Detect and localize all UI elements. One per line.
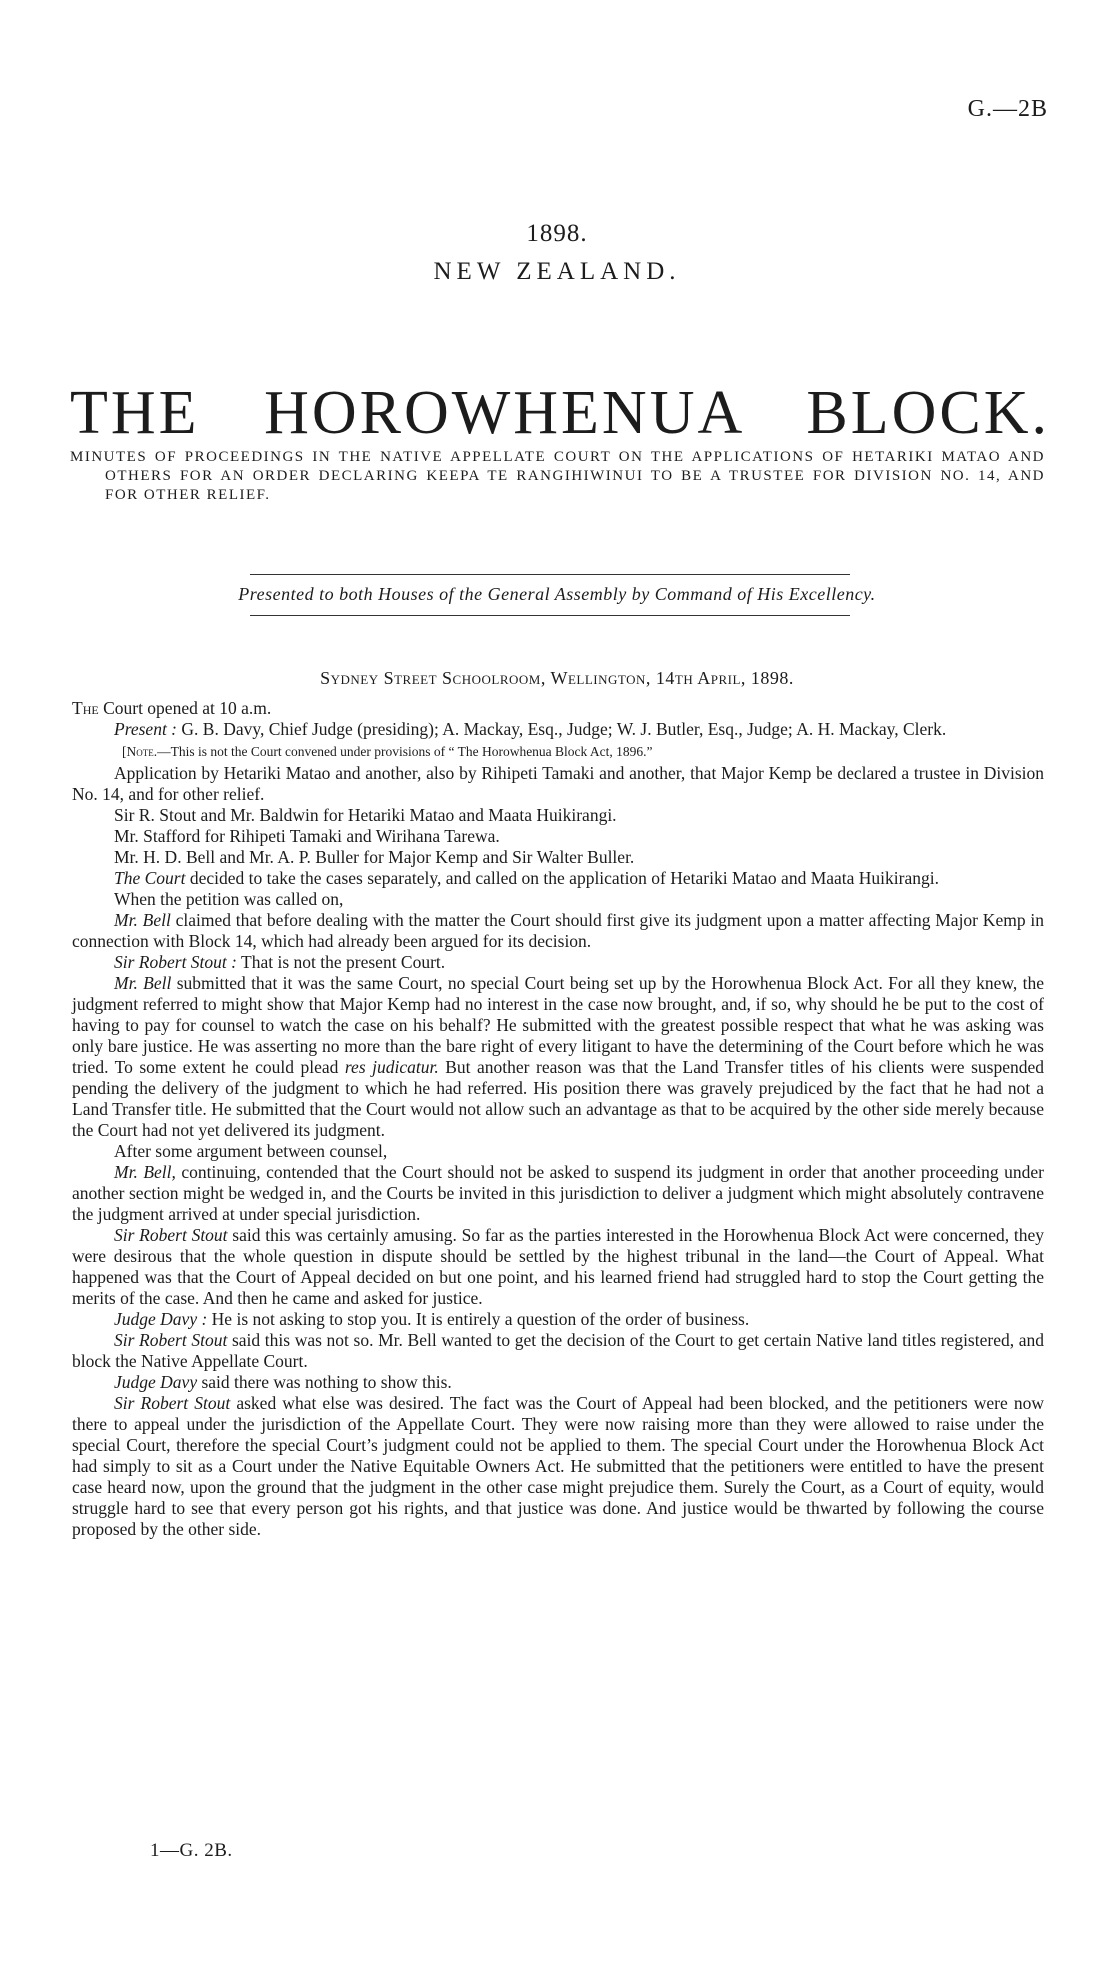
speaker: Sir Robert Stout — [114, 1393, 231, 1413]
paragraph — [72, 1162, 1044, 1225]
bottom-rule — [250, 615, 850, 616]
page-signature: 1—G. 2B. — [150, 1840, 233, 1861]
paragraph: Mr. H. D. Bell and Mr. A. P. Buller for Major Kemp and Sir Walter Buller. — [114, 847, 635, 867]
paragraph-text: said this was not so. Mr. Bell wanted to get the decision of the Court to get certain Native land titles registered, and block the Native Appellate Court. — [72, 1330, 1044, 1371]
paragraph — [72, 1393, 1044, 1540]
paragraph-text: But another reason was that the Land Transfer titles of his clients were suspended pending the delivery of the judgment to which he had referred. His position there was gravely prejudiced by the fact that he had not a Land Transfer title. He submitted that the Court would not allow such an advantage as that to be acquired by the other side merely because the Court had not yet delivered its judgment. — [72, 1057, 1044, 1140]
paragraph — [72, 1372, 1044, 1393]
speaker: Mr. Bell — [114, 973, 172, 993]
latin-term: res judicatur. — [344, 1057, 439, 1077]
document-reference: G.—2B — [967, 96, 1048, 122]
paragraph-text: claimed that before dealing with the matter the Court should first give its judgment upon a matter affecting Major Kemp in connection with Block 14, which had already been argued for its decision. — [72, 910, 1044, 951]
top-rule — [250, 574, 850, 575]
paragraph — [72, 952, 1044, 973]
paragraph-text: G. B. Davy, Chief Judge (presiding); A. Mackay, Esq., Judge; W. J. Butler, Esq., Judge; A. H. Mackay, Clerk. — [177, 719, 947, 739]
document-title: THE HOROWHENUA BLOCK. — [70, 379, 1050, 447]
paragraph — [72, 698, 1044, 719]
paragraph — [72, 973, 1044, 1141]
paragraph-text: said this was certainly amusing. So far as the parties interested in the Horowhenua Block Act were concerned, they were desirous that the whole question in dispute should be settled by the highest tribunal in the land—the Court of Appeal. What happened was that the Court of Appeal decided on but one point, and his learned friend had struggled hard to stop the Court getting the merits of the case. And then he came and asked for justice. — [72, 1225, 1044, 1308]
paragraph — [72, 1330, 1044, 1372]
paragraph — [72, 719, 1044, 740]
paragraph — [72, 1225, 1044, 1309]
speaker: Present : — [114, 719, 178, 739]
paragraph: After some argument between counsel, — [114, 1141, 388, 1161]
speaker: Mr. Bell, — [114, 1162, 176, 1182]
paragraph — [72, 910, 1044, 952]
paragraph-text: That is not the present Court. — [236, 952, 446, 972]
lead-word: The — [72, 698, 99, 718]
paragraph: When the petition was called on, — [114, 889, 344, 909]
speaker: Sir Robert Stout — [114, 1330, 228, 1350]
speaker: Sir Robert Stout — [114, 1225, 228, 1245]
paragraph: Application by Hetariki Matao and another, also by Rihipeti Tamaki and another, that Major Kemp be declared a trustee in Division No. 14, and for other relief. — [72, 763, 1044, 804]
paragraph-text: He is not asking to stop you. It is entirely a question of the order of business. — [207, 1309, 750, 1329]
paragraph — [72, 868, 1044, 889]
speaker: Sir Robert Stout : — [114, 952, 237, 972]
speaker: Judge Davy : — [114, 1309, 208, 1329]
speaker: Mr. Bell — [114, 910, 171, 930]
paragraph-text: asked what else was desired. The fact was the Court of Appeal had been blocked, and the petitioners were now there to appeal under the jurisdiction of the Appellate Court. They were now raising more than they were allowed to raise under the special Court, therefore the special Court’s judgment could not be applied to them. The special Court under the Horowhenua Block Act had simply to sit as a Court under the Native Equitable Owners Act. He submitted that the petitioners were entitled to have the present case heard now, upon the ground that the judgment in the other case might prejudice them. Surely the Court, as a Court of equity, would struggle hard to see that every person got his rights, and that justice was done. And justice would be thwarted by following the course proposed by the other side. — [72, 1393, 1044, 1539]
paragraph: Sir R. Stout and Mr. Baldwin for Hetariki Matao and Maata Huikirangi. — [114, 805, 617, 825]
paragraph-text: continuing, contended that the Court should not be asked to suspend its judgment in order that another proceeding under another section might be wedged in, and the Courts be invited in this jurisdiction to deliver a judgment which might absolutely contravene the judgment arrived at under special jurisdiction. — [72, 1162, 1044, 1224]
year-heading: 1898. — [526, 220, 588, 247]
paragraph-text: submitted that it was the same Court, no special Court being set up by the Horowhenua Block Act. For all they knew, the judgment referred to might show that Major Kemp had no interest in the case now brought, and, if so, why should he be put to the cost of having to pay for counsel to watch the case on his behalf? He submitted with the greatest possible respect that what he was asking was only bare justice. He was asserting no more than the bare right of every litigant to have the determining of the Court before which he was tried. To some extent he could plead — [72, 973, 1044, 1077]
paragraph-text: said there was nothing to show this. — [197, 1372, 452, 1392]
paragraph — [72, 1309, 1044, 1330]
paragraph: Mr. Stafford for Rihipeti Tamaki and Wirihana Tarewa. — [114, 826, 500, 846]
paragraph-text: Court opened at 10 a.m. — [98, 698, 272, 718]
note — [72, 740, 1044, 763]
paragraph-text: decided to take the cases separately, and called on the application of Hetariki Matao and Maata Huikirangi. — [185, 868, 939, 888]
country-heading: NEW ZEALAND. — [433, 258, 681, 285]
note-text: —This is not the Court convened under provisions of “ The Horowhenua Block Act, 1896.” — [157, 744, 653, 759]
note-label: [Note. — [122, 744, 158, 759]
speaker: The Court — [114, 868, 186, 888]
minutes-body — [72, 698, 1044, 1540]
presented-line: Presented to both Houses of the General Assembly by Command of His Excellency. — [238, 584, 876, 604]
speaker: Judge Davy — [114, 1372, 198, 1392]
place-date-line — [0, 668, 1114, 689]
document-subtitle: MINUTES OF PROCEEDINGS IN THE NATIVE APPELLATE COURT ON THE APPLICATIONS OF HETARIKI MATAO AND OTHERS FOR AN ORDER DECLARING KEEPA TE RANGIHIWINUI TO BE A TRUSTEE FOR DIVISION NO. 14, AND FOR OTHER RELIEF. — [70, 449, 1045, 503]
place-date-text: Sydney Street Schoolroom, Wellington, 14th April, 1898. — [320, 668, 794, 688]
